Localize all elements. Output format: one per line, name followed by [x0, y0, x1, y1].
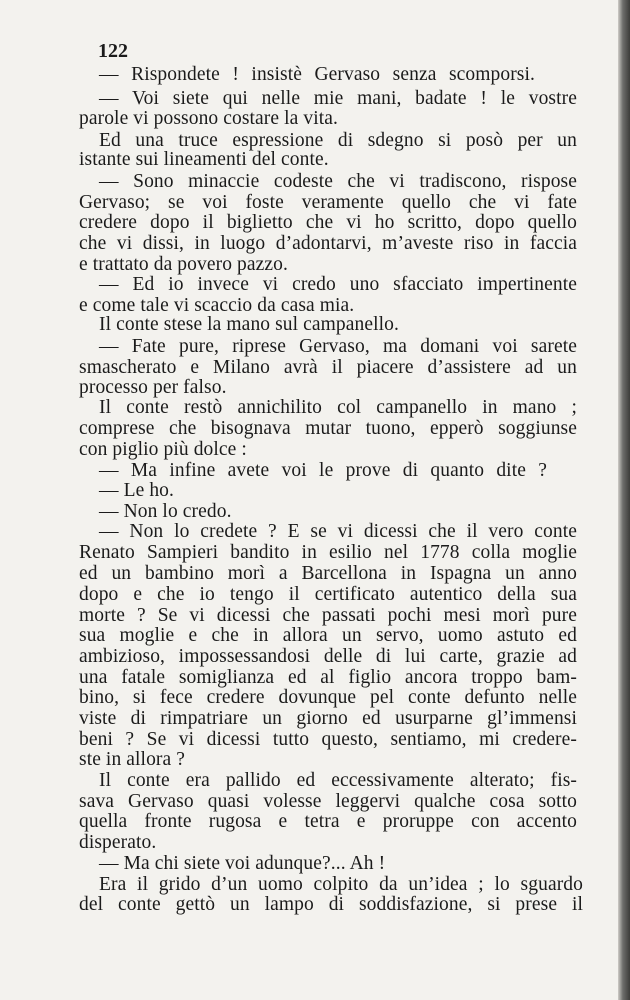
text-line: — Fate pure, riprese Gervaso, ma domani voi sarete: [99, 336, 577, 357]
text-line: — Ed io invece vi credo uno sfacciato impertinente: [99, 274, 577, 295]
text-line: — Non lo credo.: [99, 501, 232, 522]
text-line: che vi dissi, in luogo d’adontarvi, m’aveste riso in faccia: [79, 233, 577, 254]
text-line: — Sono minaccie codeste che vi tradiscono, rispose: [99, 171, 577, 192]
text-line: con piglio più dolce :: [79, 439, 247, 460]
text-line: ed un bambino morì a Barcellona in Ispagna un anno: [79, 563, 577, 584]
text-line: — Ma chi siete voi adunque?... Ah !: [99, 853, 386, 874]
text-line: bino, si fece credere dovunque pel conte defunto nelle: [79, 687, 577, 708]
text-line: — Ma infine avete voi le prove di quanto dite ?: [99, 460, 547, 481]
text-line: Il conte restò annichilito col campanello in mano ;: [99, 397, 577, 418]
text-line: una fatale somiglianza ed al figlio ancora troppo bam-: [79, 667, 577, 688]
text-line: sua moglie e che in allora un servo, uomo astuto ed: [79, 625, 577, 646]
text-line: Gervaso; se voi foste veramente quello che vi fate: [79, 192, 577, 213]
text-line: dopo e che io tengo il certificato autentico della sua: [79, 584, 577, 605]
text-line: morte ? Se vi dicessi che passati pochi mesi morì pure: [79, 605, 577, 626]
text-line: parole vi possono costare la vita.: [79, 108, 338, 129]
text-line: ambizioso, impossessandosi delle di lui carte, grazie ad: [79, 646, 577, 667]
text-line: processo per falso.: [79, 377, 227, 398]
text-line: credere dopo il biglietto che vi ho scritto, dopo quello: [79, 212, 577, 233]
text-line: Renato Sampieri bandito in esilio nel 1778 colla moglie: [79, 542, 577, 563]
text-line: del conte gettò un lampo di soddisfazione, si prese il: [79, 894, 583, 915]
text-line: disperato.: [79, 832, 157, 853]
text-line: smascherato e Milano avrà il piacere d’assistere ad un: [79, 357, 577, 378]
text-line: — Non lo credete ? E se vi dicessi che il vero conte: [99, 521, 577, 542]
text-line: — Rispondete ! insistè Gervaso senza scomporsi.: [99, 64, 535, 85]
text-line: e trattato da povero pazzo.: [79, 254, 288, 275]
text-line: beni ? Se vi dicessi tutto questo, sentiamo, mi credere-: [79, 729, 577, 750]
text-line: e come tale vi scaccio da casa mia.: [79, 295, 355, 316]
text-line: quella fronte rugosa e tetra e proruppe con accento: [79, 811, 577, 832]
text-line: viste di rimpatriare un giorno ed usurparne gl’immensi: [79, 708, 577, 729]
text-line: sava Gervaso quasi volesse leggervi qualche cosa sotto: [79, 791, 577, 812]
text-line: Il conte stese la mano sul campanello.: [99, 314, 399, 335]
text-line: ste in allora ?: [79, 749, 185, 770]
text-line: — Le ho.: [99, 480, 174, 501]
text-line: Il conte era pallido ed eccessivamente alterato; fis-: [99, 770, 577, 791]
text-line: Ed una truce espressione di sdegno si posò per un: [99, 130, 577, 151]
text-line: istante sui lineamenti del conte.: [79, 149, 329, 170]
text-line: comprese che bisognava mutar tuono, epperò soggiunse: [79, 418, 577, 439]
page-number: 122: [98, 40, 128, 62]
text-line: — Voi siete qui nelle mie mani, badate ! le vostre: [99, 88, 577, 109]
text-line: Era il grido d’un uomo colpito da un’idea ; lo sguardo: [99, 874, 583, 895]
page-edge-shadow: [618, 0, 630, 1000]
